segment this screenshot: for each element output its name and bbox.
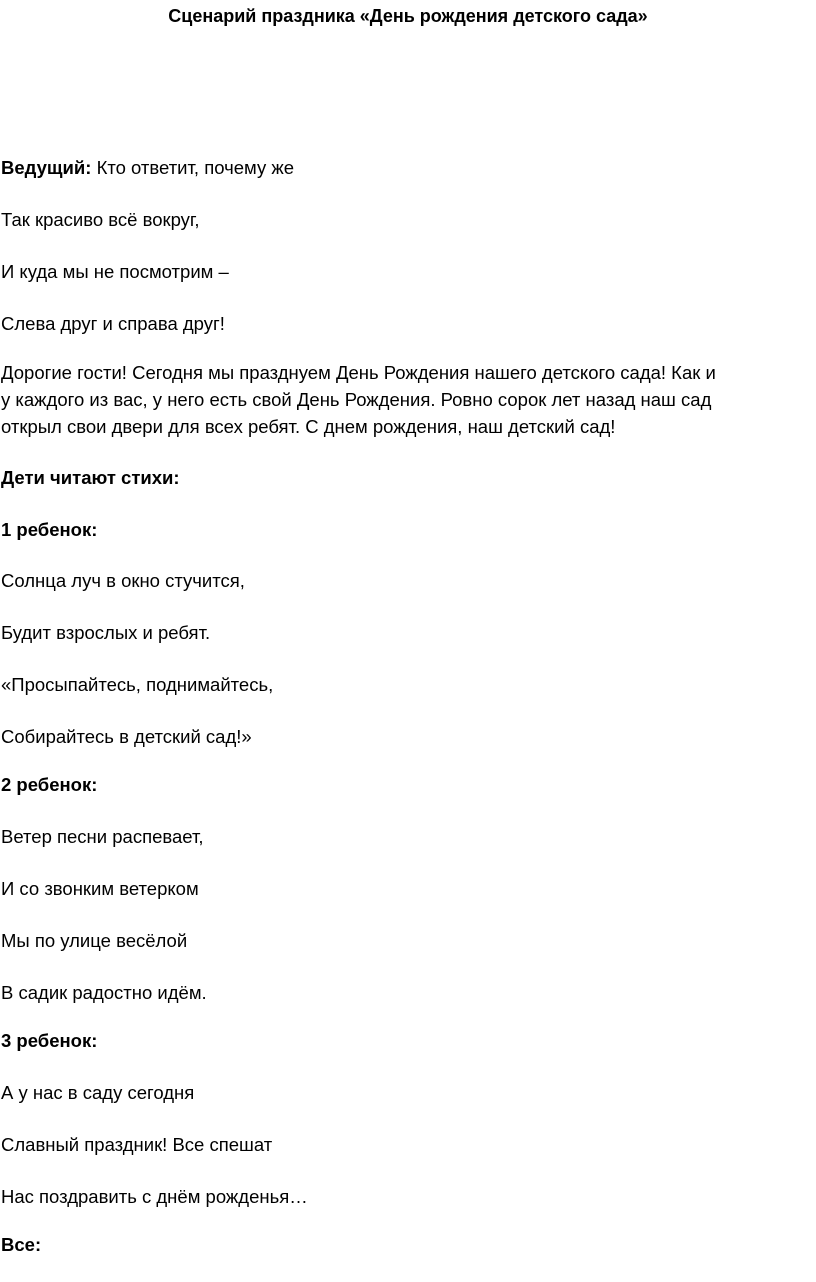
all-label: Все: [1,1234,42,1255]
verse-line: Так красиво всё вокруг, [1,209,200,230]
verse-line: Слева друг и справа друг! [1,313,225,334]
speaker-label: Ведущий: [1,157,92,178]
host-line [1,155,294,181]
verse-line: Славный праздник! Все спешат [1,1134,273,1155]
verse-line: Собирайтесь в детский сад!» [1,726,252,747]
child2-label: 2 ребенок: [1,774,98,795]
host-first-line: Кто ответит, почему же [91,157,295,178]
verse-line: Солнца луч в окно стучится, [1,570,245,591]
poems-heading: Дети читают стихи: [1,467,180,488]
verse-line: Ветер песни распевает, [1,826,204,847]
child3-label: 3 ребенок: [1,1030,98,1051]
verse-line: Нас поздравить с днём рожденья… [1,1186,308,1207]
verse-line: И со звонким ветерком [1,878,199,899]
verse-line: «Просыпайтесь, поднимайтесь, [1,674,274,695]
greeting-line: у каждого из вас, у него есть свой День Рождения. Ровно сорок лет назад наш сад [1,389,712,410]
verse-line: И куда мы не посмотрим – [1,261,229,282]
verse-line: А у нас в саду сегодня [1,1082,195,1103]
verse-line: В садик радостно идём. [1,982,207,1003]
greeting-line: открыл свои двери для всех ребят. С днем рождения, наш детский сад! [1,416,616,437]
document-title: Сценарий праздника «День рождения детского сада» [168,6,648,26]
verse-line: Будит взрослых и ребят. [1,622,211,643]
verse-line: Мы по улице весёлой [1,930,188,951]
child1-label: 1 ребенок: [1,519,98,540]
greeting-line: Дорогие гости! Сегодня мы празднуем День Рождения нашего детского сада! Как и [1,362,716,383]
